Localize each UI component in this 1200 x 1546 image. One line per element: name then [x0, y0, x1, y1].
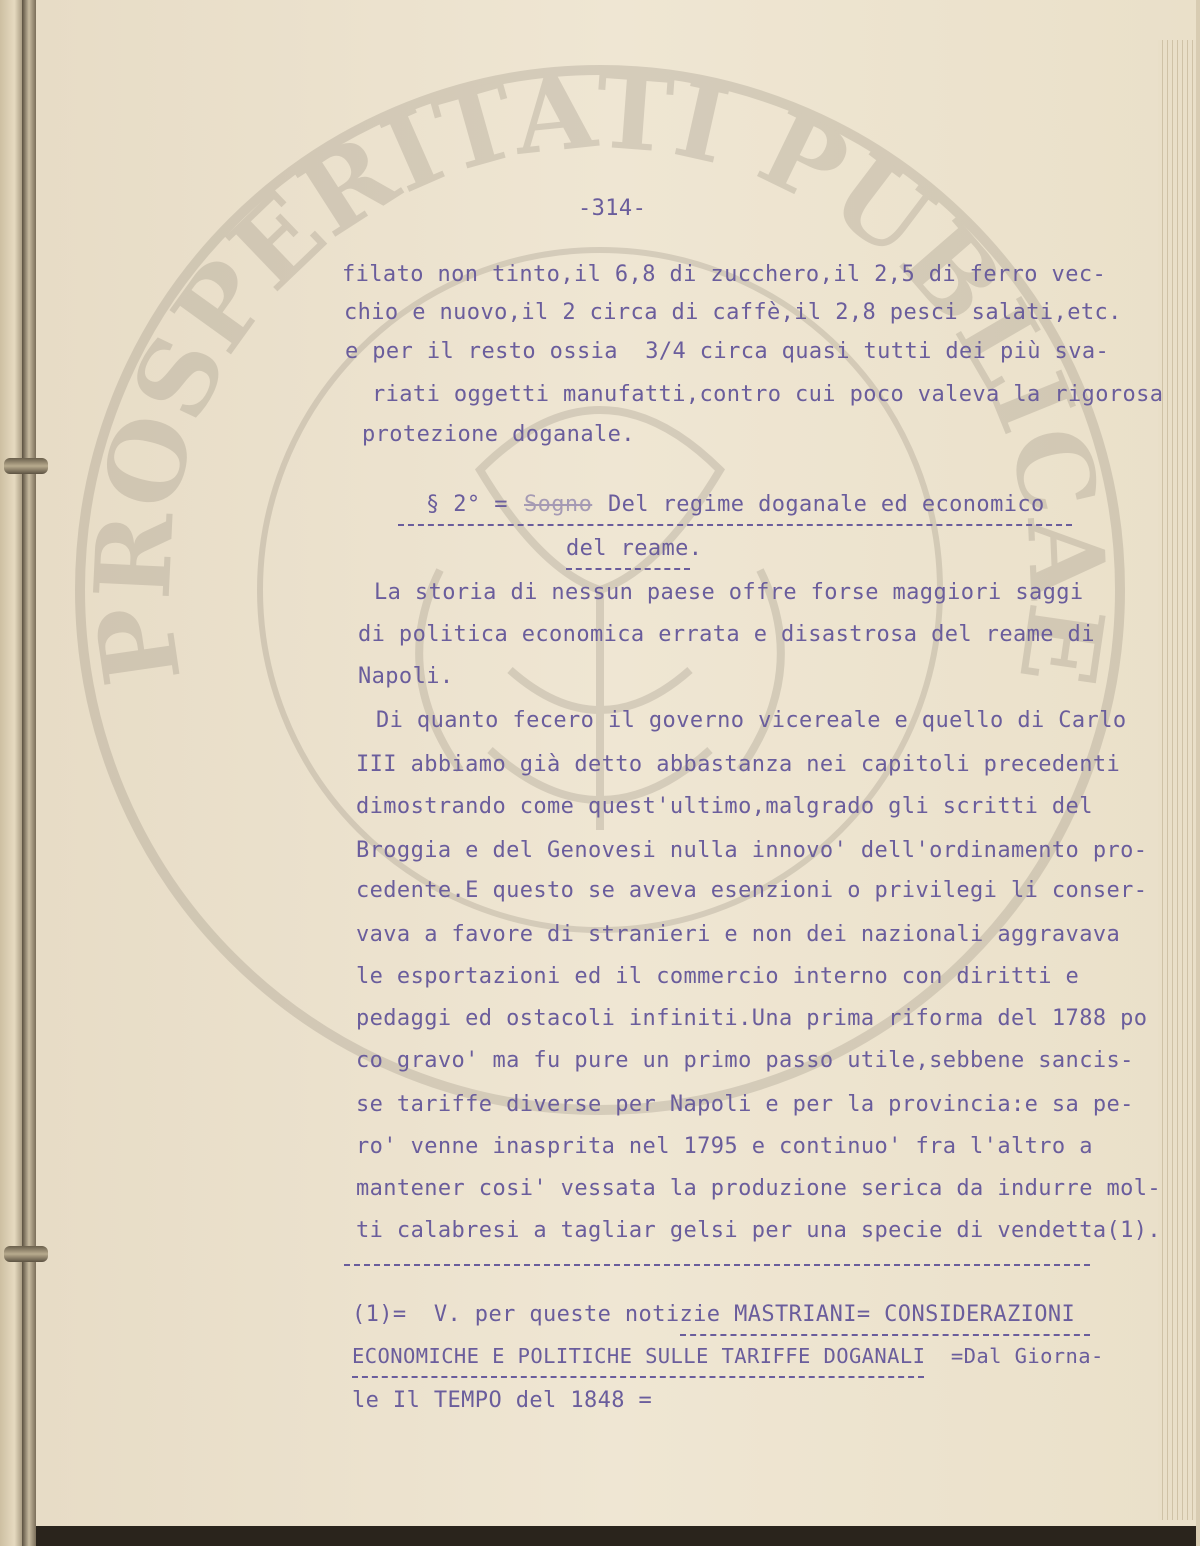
text-line: le esportazioni ed il commercio interno con diritti e	[356, 964, 1080, 989]
heading-underline	[398, 524, 1072, 526]
text-line: vava a favore di stranieri e non dei nazionali aggravava	[356, 922, 1121, 947]
text-line: ti calabresi a tagliar gelsi per una specie di vendetta(1).	[356, 1218, 1162, 1243]
text-line: e per il resto ossia 3/4 circa quasi tutti dei più sva-	[345, 339, 1110, 364]
text-line: mantener cosi' vessata la produzione serica da indurre mol-	[356, 1176, 1162, 1201]
section-title-continued: del reame.	[566, 536, 703, 561]
text-line: se tariffe diverse per Napoli e per la provincia:e sa pe-	[356, 1092, 1134, 1117]
text-line: pedaggi ed ostacoli infiniti.Una prima riforma del 1788 po	[356, 1006, 1148, 1031]
text-line: dimostrando come quest'ultimo,malgrado gli scritti del	[356, 794, 1093, 819]
page-number: -314-	[578, 196, 647, 221]
footnote-underline-2	[352, 1376, 924, 1378]
text-line: protezione doganale.	[362, 422, 635, 447]
section-number: § 2° =	[426, 492, 508, 517]
seal-arc-text: PROSPERITATI PUBLICAE	[70, 50, 1130, 693]
heading-underline-short	[566, 568, 690, 570]
footnote-line: le Il TEMPO del 1848 =	[352, 1388, 653, 1413]
text-line: chio e nuovo,il 2 circa di caffè,il 2,8 pesci salati,etc.	[344, 300, 1122, 325]
footnote-line: ECONOMICHE E POLITICHE SULLE TARIFFE DOGANALI =Dal Giorna-	[352, 1344, 1104, 1368]
footnote-underline	[680, 1334, 1090, 1336]
text-line: ro' venne inasprita nel 1795 e continuo' fra l'altro a	[356, 1134, 1093, 1159]
footnote-line: (1)= V. per queste notizie MASTRIANI= CONSIDERAZIONI	[352, 1302, 1076, 1327]
text-line: La storia di nessun paese offre forse maggiori saggi	[374, 580, 1084, 605]
text-line: riati oggetti manufatti,contro cui poco valeva la rigorosa	[372, 382, 1164, 407]
section-title: Del regime doganale ed economico	[608, 492, 1045, 517]
struck-word: Sogno	[524, 492, 593, 517]
text-line: III abbiamo già detto abbastanza nei capitoli precedenti	[356, 752, 1121, 777]
text-line: Di quanto fecero il governo vicereale e quello di Carlo	[376, 708, 1127, 733]
text-line: di politica economica errata e disastrosa del reame di	[358, 622, 1095, 647]
text-line: co gravo' ma fu pure un primo passo utile,sebbene sancis-	[356, 1048, 1134, 1073]
text-line: Napoli.	[358, 664, 454, 689]
text-line: filato non tinto,il 6,8 di zucchero,il 2,5 di ferro vec-	[342, 262, 1107, 287]
text-line: cedente.E questo se aveva esenzioni o privilegi li conser-	[356, 878, 1148, 903]
footnote-separator	[344, 1264, 1090, 1266]
text-line: Broggia e del Genovesi nulla innovo' dell'ordinamento pro-	[356, 838, 1148, 863]
